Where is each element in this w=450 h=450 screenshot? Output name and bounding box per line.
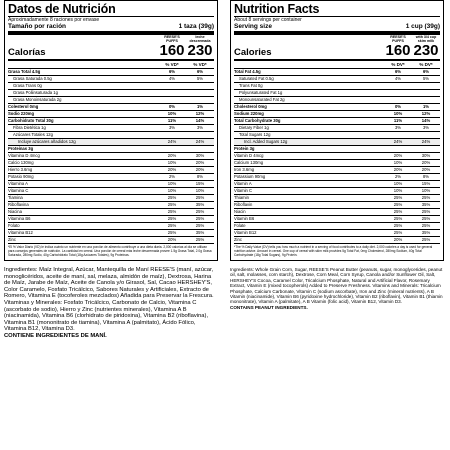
nutrient-row	[234, 103, 440, 110]
nutrient-row	[8, 201, 214, 208]
nutrient-dv-cereal: 10%	[393, 159, 403, 165]
nutrient-row	[8, 173, 214, 180]
nutrient-name: Trans Fat 0g	[239, 82, 263, 88]
nutrient-name: Total Carbohydrate 30g	[234, 117, 281, 123]
nutrient-dv-with-milk	[412, 146, 440, 152]
nutrient-dv-with-milk: 25%	[195, 194, 205, 200]
nutrient-dv-with-milk: 25%	[421, 236, 431, 242]
nutrient-row	[234, 180, 440, 187]
nutrient-dv-cereal: 25%	[393, 222, 403, 228]
nutrient-dv-cereal: 0%	[394, 103, 402, 109]
nutrient-dv-cereal: 3%	[394, 124, 402, 130]
nutrient-row	[8, 187, 214, 194]
spanish-label-panel	[4, 0, 218, 450]
nutrient-dv-with-milk: 25%	[195, 222, 205, 228]
spanish-calories-a: 160	[159, 41, 185, 59]
spanish-servings: Aproximadamente 8 raciones por envase	[8, 16, 100, 23]
nutrient-name: Iron 3.6mg	[234, 166, 255, 172]
nutrient-name: Sodium 220mg	[234, 110, 264, 116]
nutrient-row	[234, 117, 440, 124]
nutrient-dv-with-milk: 3%	[196, 124, 204, 130]
nutrient-dv-cereal: 10%	[167, 110, 177, 116]
nutrient-name: Potasio 90mg	[8, 173, 34, 179]
nutrient-row	[8, 124, 214, 131]
nutrient-dv-cereal: 20%	[167, 166, 177, 172]
nutrient-dv-cereal: 4%	[168, 75, 176, 81]
nutrient-row	[8, 82, 214, 89]
nutrient-dv-cereal: 10%	[167, 187, 177, 193]
nutrient-dv-with-milk: 10%	[195, 187, 205, 193]
nutrient-dv-cereal	[158, 90, 186, 96]
nutrient-dv-cereal: 11%	[167, 117, 177, 123]
nutrient-dv-cereal: 6%	[168, 68, 176, 74]
nutrient-name: Vitamin C	[234, 187, 253, 193]
nutrient-dv-with-milk: 1%	[196, 103, 204, 109]
nutrient-name: Calcio 130mg	[8, 159, 34, 165]
nutrient-dv-cereal: 25%	[393, 215, 403, 221]
nutrient-dv-cereal: 10%	[393, 110, 403, 116]
nutrient-row	[234, 222, 440, 229]
nutrient-dv-cereal: 0%	[168, 103, 176, 109]
nutrient-dv-with-milk: 1%	[422, 103, 430, 109]
nutrient-row	[234, 82, 440, 89]
nutrient-name: Saturated Fat 0.5g	[239, 75, 274, 81]
nutrient-name: Polyunsaturated Fat 1g	[239, 89, 283, 95]
spanish-ingredients: Ingredientes: Maíz Integral, Azúcar, Mantequilla de Maní REESE'S (maní, azúcar, monoglicéridos, aceite de maní, sal, melaza, almidón de maíz), Dextrosa, Harina de Maíz, Jarabe de Maíz, Aceite de Canola y/o Girasol, Sal, Cacao HERSHEY'S, Color Caramelo, Fosfato Tricálcico, Sabores Naturales y Artificiales, Extracto de Romero, Vitamina E (tocoferoles mezclados) Añadida para Preservar la Frescura. Vitaminas y Minerales: Fosfato Tricálcico, Carbonato de Calcio, Vitamina C (ascorbato de sodio), Hierro y Zinc (nutrientes minerales), Vitamina A B (niacinamida), Vitamina B6 (clorhidrato de piridoxina), Vitamina B2 (riboflavina), Vitamina B1 (mononitrato de tiamina), Vitamina A (palmitato), Ácido Fólico, Vitamina B12, Vitamina D3. CONTIENE INGREDIENTES DE MANÍ.	[4, 267, 214, 339]
spanish-calories-b: 230	[187, 41, 213, 59]
nutrient-name: Grasa Saturada 0.5g	[13, 75, 52, 81]
nutrient-name: Incl. Added Sugars 12g	[244, 138, 288, 144]
nutrient-dv-with-milk: 35%	[421, 201, 431, 207]
nutrient-name: Grasa Trans 0g	[13, 82, 42, 88]
nutrient-dv-with-milk: 15%	[195, 180, 205, 186]
nutrient-dv-with-milk: 10%	[421, 187, 431, 193]
nutrient-dv-with-milk	[186, 90, 214, 96]
nutrient-row	[8, 96, 214, 103]
nutrient-row	[234, 208, 440, 215]
english-servings: About 8 servings per container	[234, 16, 302, 23]
nutrient-dv-cereal	[384, 83, 412, 89]
nutrient-dv-cereal: 6%	[394, 68, 402, 74]
nutrient-row	[8, 222, 214, 229]
nutrient-row	[234, 229, 440, 236]
spanish-nutrient-table	[8, 68, 214, 243]
nutrient-name: Protein 3g	[234, 145, 255, 151]
nutrient-dv-with-milk: 6%	[196, 68, 204, 74]
nutrient-row	[234, 166, 440, 173]
nutrient-dv-cereal: 10%	[167, 180, 177, 186]
nutrient-row	[8, 103, 214, 110]
nutrient-name: Colesterol 0mg	[8, 103, 39, 109]
nutrient-dv-cereal: 25%	[393, 194, 403, 200]
spanish-serving-size: Tamaño por ración 1 taza (39g)	[8, 22, 214, 30]
nutrient-dv-with-milk: 30%	[421, 152, 431, 158]
nutrient-dv-cereal: 25%	[167, 194, 177, 200]
nutrient-name: Dietary Fiber 1g	[239, 124, 269, 130]
nutrient-dv-with-milk: 25%	[421, 222, 431, 228]
nutrient-dv-with-milk: 35%	[421, 229, 431, 235]
spanish-col-a-head: REESE'S PUFFS	[164, 34, 180, 43]
nutrient-row	[8, 89, 214, 96]
english-col-a-head: REESE'S PUFFS	[390, 34, 406, 43]
nutrient-dv-with-milk	[186, 83, 214, 89]
nutrient-dv-cereal: 20%	[393, 152, 403, 158]
nutrient-dv-cereal: 10%	[393, 187, 403, 193]
english-calories-label: Calories	[234, 46, 272, 58]
nutrient-dv-cereal	[384, 132, 412, 138]
english-col-b-head: with 3/4 cup skim milk	[415, 34, 437, 43]
spanish-facts-box	[4, 0, 218, 261]
nutrient-dv-with-milk	[186, 132, 214, 138]
nutrient-dv-cereal: 25%	[167, 208, 177, 214]
nutrient-dv-with-milk	[412, 90, 440, 96]
nutrient-name: Total Sugars 12g	[239, 131, 271, 137]
nutrient-name: Vitamin B12	[234, 229, 257, 235]
nutrient-dv-cereal: 25%	[167, 215, 177, 221]
nutrient-dv-with-milk: 25%	[421, 208, 431, 214]
nutrient-dv-with-milk	[186, 97, 214, 103]
nutrient-row	[234, 96, 440, 103]
nutrient-name: Grasa Total 4.5g	[8, 68, 41, 74]
nutrient-row	[8, 117, 214, 124]
nutrient-name: Vitamina D 4mcg	[8, 152, 40, 158]
nutrient-row	[8, 110, 214, 117]
nutrient-row	[234, 201, 440, 208]
spanish-allergen: CONTIENE INGREDIENTES DE MANÍ.	[4, 332, 107, 339]
nutrient-row	[8, 208, 214, 215]
nutrient-row	[234, 110, 440, 117]
english-calories-b: 230	[413, 41, 439, 59]
nutrient-name: Hierro 3.6mg	[8, 166, 33, 172]
english-calories-row	[234, 36, 440, 58]
english-serving-size: Serving size 1 cup (39g)	[234, 22, 440, 30]
nutrient-row	[8, 75, 214, 82]
nutrient-dv-cereal: 20%	[167, 152, 177, 158]
nutrient-row	[234, 68, 440, 75]
nutrient-name: Riboflavin	[234, 201, 253, 207]
nutrient-dv-cereal: 4%	[394, 75, 402, 81]
nutrient-name: Zinc	[8, 236, 16, 242]
nutrient-row	[8, 145, 214, 152]
nutrient-dv-with-milk: 14%	[421, 117, 431, 123]
nutrient-row	[8, 68, 214, 75]
nutrient-name: Grasa Monoinsaturada 2g	[13, 96, 62, 102]
nutrient-dv-with-milk: 12%	[195, 110, 205, 116]
nutrient-row	[234, 215, 440, 222]
nutrient-dv-cereal: 3%	[168, 124, 176, 130]
nutrient-dv-with-milk	[186, 146, 214, 152]
nutrient-dv-with-milk: 20%	[421, 159, 431, 165]
nutrient-dv-cereal	[384, 97, 412, 103]
nutrient-row	[234, 194, 440, 201]
nutrient-dv-cereal: 2%	[394, 173, 402, 179]
nutrient-row	[234, 138, 440, 145]
english-calories-a: 160	[385, 41, 411, 59]
nutrient-dv-cereal: 25%	[167, 229, 177, 235]
english-dv-header: % DV* % DV*	[391, 61, 433, 67]
spanish-calories-row	[8, 30, 214, 59]
nutrient-dv-with-milk	[412, 97, 440, 103]
nutrient-name: Azúcares Totales 12g	[13, 131, 53, 137]
nutrient-dv-with-milk: 8%	[422, 173, 430, 179]
nutrient-dv-cereal	[384, 146, 412, 152]
nutrient-dv-with-milk: 24%	[421, 138, 431, 144]
nutrient-row	[234, 89, 440, 96]
nutrient-name: Carbohidrato Total 30g	[8, 117, 54, 123]
nutrient-row	[8, 138, 214, 145]
spanish-footnote: *El % Valor Diario (VD) le indica cuánto un nutriente en una porción de alimento contribuye a una dieta diaria. 2,000 calorías al día se utilizan para consejos generales de nutrición. La cantidad en cereal. Una porción de cereal más leche descremada provee 1.5g Grasa Total, 2.0g Grasa Saturada, 280mg Sodio, 40g Carbohidrato Total (18g Azúcares Totales), 9g Proteínas.	[8, 245, 212, 257]
nutrient-dv-cereal: 20%	[393, 166, 403, 172]
nutrient-dv-cereal	[384, 90, 412, 96]
nutrient-dv-cereal: 24%	[393, 138, 403, 144]
english-nutrient-table	[234, 68, 440, 243]
nutrient-name: Vitamin D 4mcg	[234, 152, 264, 158]
nutrient-row	[8, 229, 214, 236]
english-allergen: CONTAINS PEANUT INGREDIENTS.	[230, 304, 308, 310]
nutrient-row	[234, 187, 440, 194]
nutrient-name: Sodio 220mg	[8, 110, 35, 116]
nutrient-row	[234, 131, 440, 138]
nutrient-dv-cereal: 20%	[393, 236, 403, 242]
nutrient-name: Tiamina	[8, 194, 23, 200]
nutrient-dv-cereal: 10%	[167, 159, 177, 165]
nutrient-name: Incluye azúcares añadidos 12g	[18, 138, 76, 144]
nutrient-dv-cereal	[158, 97, 186, 103]
nutrient-name: Total Fat 4.5g	[234, 68, 261, 74]
nutrient-row	[234, 236, 440, 243]
nutrient-dv-with-milk: 25%	[195, 208, 205, 214]
nutrient-dv-cereal: 25%	[167, 222, 177, 228]
english-ingredients: Ingredients: Whole Grain Corn, Sugar, REESE'S Peanut Butter (peanuts, sugar, monoglycerides, peanut oil, salt, molasses, corn starch), Dextrose, Corn Meal, Corn Syrup, Canola and/or Sunflower Oil, Salt, HERSHEY'S Cocoa, Caramel Color, Tricalcium Phosphate, Natural and Artificial Flavor, Rosemary Extract, Vitamin E (mixed tocopherols) Added to Preserve Freshness. Vitamins and Minerals: Tricalcium Phosphate, Calcium Carbonate, Vitamin C (sodium ascorbate), Iron and Zinc (mineral nutrients), A B Vitamin (niacinamide), Vitamin B6 (pyridoxine hydrochloride), Vitamin B2 (riboflavin), Vitamin B1 (thiamin mononitrate), Vitamin A (palmitate), A B Vitamin (folic acid), Vitamin B12, Vitamin D3. CONTAINS PEANUT INGREDIENTS.	[230, 267, 443, 310]
nutrient-row	[8, 215, 214, 222]
nutrient-dv-with-milk: 25%	[421, 215, 431, 221]
nutrient-dv-cereal: 11%	[393, 117, 403, 123]
nutrient-dv-with-milk: 14%	[195, 117, 205, 123]
nutrient-name: Zinc	[234, 236, 242, 242]
nutrient-row	[234, 75, 440, 82]
nutrient-dv-with-milk: 6%	[422, 68, 430, 74]
nutrient-name: Cholesterol 0mg	[234, 103, 267, 109]
nutrient-name: Vitamina B6	[8, 215, 31, 221]
nutrient-dv-with-milk: 35%	[195, 229, 205, 235]
nutrient-name: Niacina	[8, 208, 22, 214]
nutrient-dv-with-milk: 25%	[195, 215, 205, 221]
nutrient-name: Niacin	[234, 208, 246, 214]
nutrient-row	[234, 145, 440, 152]
nutrient-row	[8, 131, 214, 138]
nutrient-dv-cereal: 20%	[167, 236, 177, 242]
nutrient-dv-with-milk: 20%	[421, 166, 431, 172]
nutrient-dv-cereal: 25%	[393, 208, 403, 214]
nutrient-row	[8, 152, 214, 159]
nutrient-name: Fibra Dietética 1g	[13, 124, 46, 130]
nutrient-dv-with-milk: 5%	[196, 75, 204, 81]
nutrient-name: Monounsaturated Fat 2g	[239, 96, 285, 102]
nutrient-dv-cereal: 10%	[393, 180, 403, 186]
nutrient-name: Vitamina A	[8, 180, 28, 186]
nutrient-name: Vitamin B6	[234, 215, 255, 221]
nutrient-dv-with-milk: 3%	[422, 124, 430, 130]
nutrient-row	[234, 124, 440, 131]
english-label-panel	[230, 0, 444, 450]
nutrient-name: Folate	[234, 222, 246, 228]
english-footnote: *The % Daily Value (DV) tells you how much a nutrient in a serving of food contributes to a daily diet. 2,000 calories a day is used for general nutrition advice. Amount in cereal. One cup of cereal with skim milk provides 5g Total Fat, 0mg Cholesterol, 280mg Sodium, 40g Total Carbohydrate (18g Total Sugars), 9g Protein.	[234, 245, 433, 257]
nutrient-dv-with-milk: 20%	[195, 159, 205, 165]
nutrient-name: Riboflavina	[8, 201, 29, 207]
spanish-calories-label: Calorías	[8, 46, 46, 58]
nutrient-name: Folato	[8, 222, 20, 228]
nutrient-name: Grasa Poliinsaturada 1g	[13, 89, 58, 95]
nutrient-dv-with-milk: 8%	[196, 173, 204, 179]
nutrient-dv-with-milk	[412, 83, 440, 89]
nutrient-dv-with-milk: 15%	[421, 180, 431, 186]
nutrient-row	[8, 236, 214, 243]
nutrient-dv-with-milk: 30%	[195, 152, 205, 158]
nutrient-dv-with-milk: 25%	[195, 236, 205, 242]
nutrient-name: Potassium 90mg	[234, 173, 266, 179]
nutrient-dv-cereal	[158, 132, 186, 138]
spanish-title: Datos de Nutrición	[8, 2, 116, 16]
nutrient-dv-with-milk: 5%	[422, 75, 430, 81]
nutrient-name: Vitamina B12	[8, 229, 33, 235]
nutrient-row	[8, 180, 214, 187]
nutrient-dv-cereal	[158, 83, 186, 89]
nutrient-dv-cereal: 25%	[167, 201, 177, 207]
nutrient-name: Calcium 130mg	[234, 159, 264, 165]
nutrient-dv-cereal: 25%	[393, 229, 403, 235]
nutrient-dv-with-milk: 24%	[195, 138, 205, 144]
nutrient-dv-with-milk: 25%	[421, 194, 431, 200]
nutrient-row	[234, 173, 440, 180]
nutrient-row	[234, 159, 440, 166]
nutrient-dv-cereal: 25%	[393, 201, 403, 207]
english-title: Nutrition Facts	[234, 2, 320, 16]
spanish-col-b-head: con 3/4 taza de leche descremada	[187, 30, 213, 43]
spanish-dv-header: % VD* % VD*	[165, 61, 207, 67]
nutrient-dv-with-milk: 35%	[195, 201, 205, 207]
nutrient-dv-cereal: 24%	[167, 138, 177, 144]
nutrient-dv-with-milk: 20%	[195, 166, 205, 172]
nutrient-dv-with-milk	[412, 132, 440, 138]
nutrient-row	[8, 166, 214, 173]
english-facts-box	[230, 0, 444, 261]
nutrient-name: Thiamin	[234, 194, 249, 200]
nutrient-row	[8, 194, 214, 201]
nutrient-name: Vitamina C	[8, 187, 29, 193]
nutrient-row	[234, 152, 440, 159]
nutrient-dv-with-milk: 12%	[421, 110, 431, 116]
nutrient-dv-cereal: 2%	[168, 173, 176, 179]
nutrient-name: Vitamin A	[234, 180, 252, 186]
nutrient-row	[8, 159, 214, 166]
nutrient-dv-cereal	[158, 146, 186, 152]
nutrient-name: Proteínas 3g	[8, 145, 34, 151]
